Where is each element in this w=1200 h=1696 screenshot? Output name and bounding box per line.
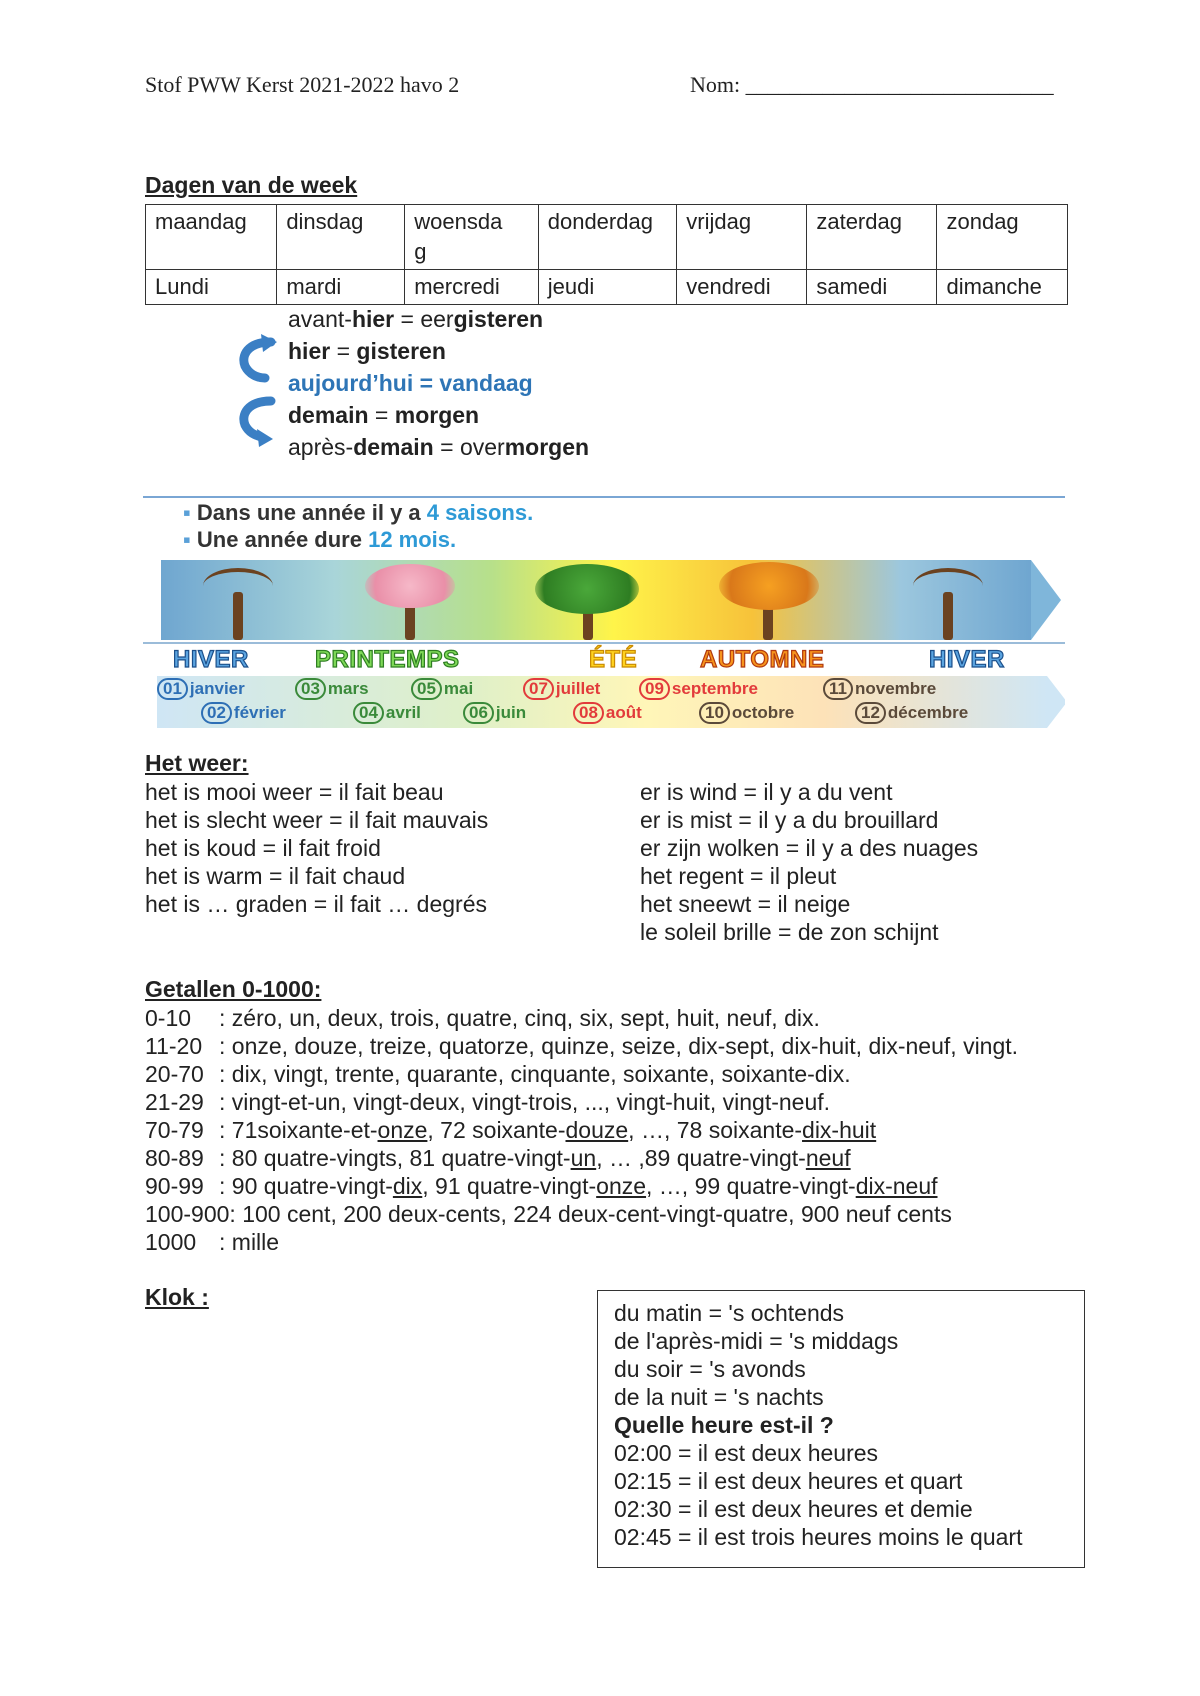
document-title: Stof PWW Kerst 2021-2022 havo 2 xyxy=(145,72,460,97)
months-sentence: ▪ Une année dure 12 mois. xyxy=(183,527,457,552)
curved-arrow-icon xyxy=(235,395,279,447)
day-cell: samedi xyxy=(807,270,937,305)
relative-day-line: demain = morgen xyxy=(288,402,480,428)
month-label: 09 septembre xyxy=(639,678,758,700)
weather-item: er is wind = il y a du vent xyxy=(640,779,893,805)
clock-box xyxy=(597,1290,1085,1568)
weather-item: het is … graden = il fait … degrés xyxy=(145,891,487,917)
month-label: 12 décembre xyxy=(855,702,968,724)
clock-heading: Klok : xyxy=(145,1284,209,1310)
numbers-heading: Getallen 0-1000: xyxy=(145,976,322,1002)
curved-arrow-icon xyxy=(235,332,279,384)
month-label: 02 février xyxy=(201,702,286,724)
day-cell: Lundi xyxy=(146,270,277,305)
day-cell: mercredi xyxy=(405,270,539,305)
day-cell: zondag xyxy=(937,205,1068,270)
number-row: 11-20 : onze, douze, treize, quatorze, quinze, seize, dix-sept, dix-huit, dix-neuf, vingt. xyxy=(145,1033,1019,1059)
month-label: 07 juillet xyxy=(523,678,600,700)
month-label: 08 août xyxy=(573,702,642,724)
time-example: 02:15 = il est deux heures et quart xyxy=(614,1468,963,1494)
weather-heading: Het weer: xyxy=(145,750,249,776)
days-heading: Dagen van de week xyxy=(145,172,358,198)
day-cell: jeudi xyxy=(538,270,677,305)
banner-arrowhead xyxy=(1031,560,1061,640)
season-label: PRINTEMPS xyxy=(315,646,460,673)
weather-item: le soleil brille = de zon schijnt xyxy=(640,919,939,945)
month-label: 06 juin xyxy=(463,702,526,724)
month-label: 04 avril xyxy=(353,702,421,724)
number-row: 1000 : mille xyxy=(145,1229,280,1255)
time-example: 02:30 = il est deux heures et demie xyxy=(614,1496,973,1522)
day-cell: maandag xyxy=(146,205,277,270)
month-label: 11 novembre xyxy=(823,678,936,700)
weather-list-left xyxy=(145,778,488,918)
weather-item: het is koud = il fait froid xyxy=(145,835,381,861)
weather-list-right xyxy=(640,778,978,946)
weather-item: het sneewt = il neige xyxy=(640,891,851,917)
number-row: 20-70 : dix, vingt, trente, quarante, cinquante, soixante, soixante-dix. xyxy=(145,1061,851,1087)
days-row-dutch xyxy=(146,205,1068,270)
day-cell: vrijdag xyxy=(677,205,807,270)
season-label: AUTOMNE xyxy=(700,646,825,673)
season-label: ÉTÉ xyxy=(589,646,638,673)
time-of-day-item: du soir = 's avonds xyxy=(614,1356,806,1382)
day-cell: dinsdag xyxy=(277,205,405,270)
time-example: 02:00 = il est deux heures xyxy=(614,1440,879,1466)
time-of-day-item: de l'après-midi = 's middags xyxy=(614,1328,899,1354)
month-label: 10 octobre xyxy=(699,702,794,724)
month-label: 03 mars xyxy=(295,678,369,700)
day-cell: dimanche xyxy=(937,270,1068,305)
clock-question: Quelle heure est-il ? xyxy=(614,1412,834,1438)
relative-day-today: aujourd’hui = vandaag xyxy=(288,370,533,396)
seasons-graphic xyxy=(143,496,1065,732)
season-label: HIVER xyxy=(173,646,249,673)
weather-item: het is slecht weer = il fait mauvais xyxy=(145,807,489,833)
time-example: 02:45 = il est trois heures moins le quart xyxy=(614,1524,1023,1550)
days-table xyxy=(145,204,1068,305)
number-row: 80-89 : 80 quatre-vingts, 81 quatre-vingt-un, … ,89 quatre-vingt-neuf xyxy=(145,1145,851,1171)
seasons-sentence: ▪ Dans une année il y a 4 saisons. xyxy=(183,500,534,525)
time-of-day-item: de la nuit = 's nachts xyxy=(614,1384,824,1410)
number-row: 0-10 : zéro, un, deux, trois, quatre, cinq, six, sept, huit, neuf, dix. xyxy=(145,1005,820,1031)
day-cell: zaterdag xyxy=(807,205,937,270)
time-of-day-item: du matin = 's ochtends xyxy=(614,1300,845,1326)
number-row: 21-29 : vingt-et-un, vingt-deux, vingt-trois, ..., vingt-huit, vingt-neuf. xyxy=(145,1089,831,1115)
day-cell: vendredi xyxy=(677,270,807,305)
relative-day-line: avant-hier = eergisteren xyxy=(288,306,544,332)
relative-day-line: hier = gisteren xyxy=(288,338,446,364)
day-cell: woensda g xyxy=(405,205,539,270)
weather-item: het regent = il pleut xyxy=(640,863,837,889)
weather-item: het is mooi weer = il fait beau xyxy=(145,779,444,805)
number-row: 90-99 : 90 quatre-vingt-dix, 91 quatre-vingt-onze, …, 99 quatre-vingt-dix-neuf xyxy=(145,1173,938,1199)
day-cell: donderdag xyxy=(538,205,677,270)
days-row-french xyxy=(146,270,1068,305)
relative-day-line: après-demain = overmorgen xyxy=(288,434,590,460)
weather-item: er is mist = il y a du brouillard xyxy=(640,807,939,833)
numbers-list xyxy=(145,1004,1018,1256)
weather-item: er zijn wolken = il y a des nuages xyxy=(640,835,979,861)
weather-item: het is warm = il fait chaud xyxy=(145,863,406,889)
season-label: HIVER xyxy=(929,646,1005,673)
month-label: 05 mai xyxy=(411,678,473,700)
number-row: 70-79 : 71soixante-et-onze, 72 soixante-douze, …, 78 soixante-dix-huit xyxy=(145,1117,877,1143)
number-row: 100-900: 100 cent, 200 deux-cents, 224 deux-cent-vingt-quatre, 900 neuf cents xyxy=(145,1201,952,1227)
name-field-label: Nom: ____________________________ xyxy=(690,72,1054,97)
month-label: 01 janvier xyxy=(157,678,245,700)
day-cell: mardi xyxy=(277,270,405,305)
months-band-arrowhead xyxy=(1047,676,1065,728)
